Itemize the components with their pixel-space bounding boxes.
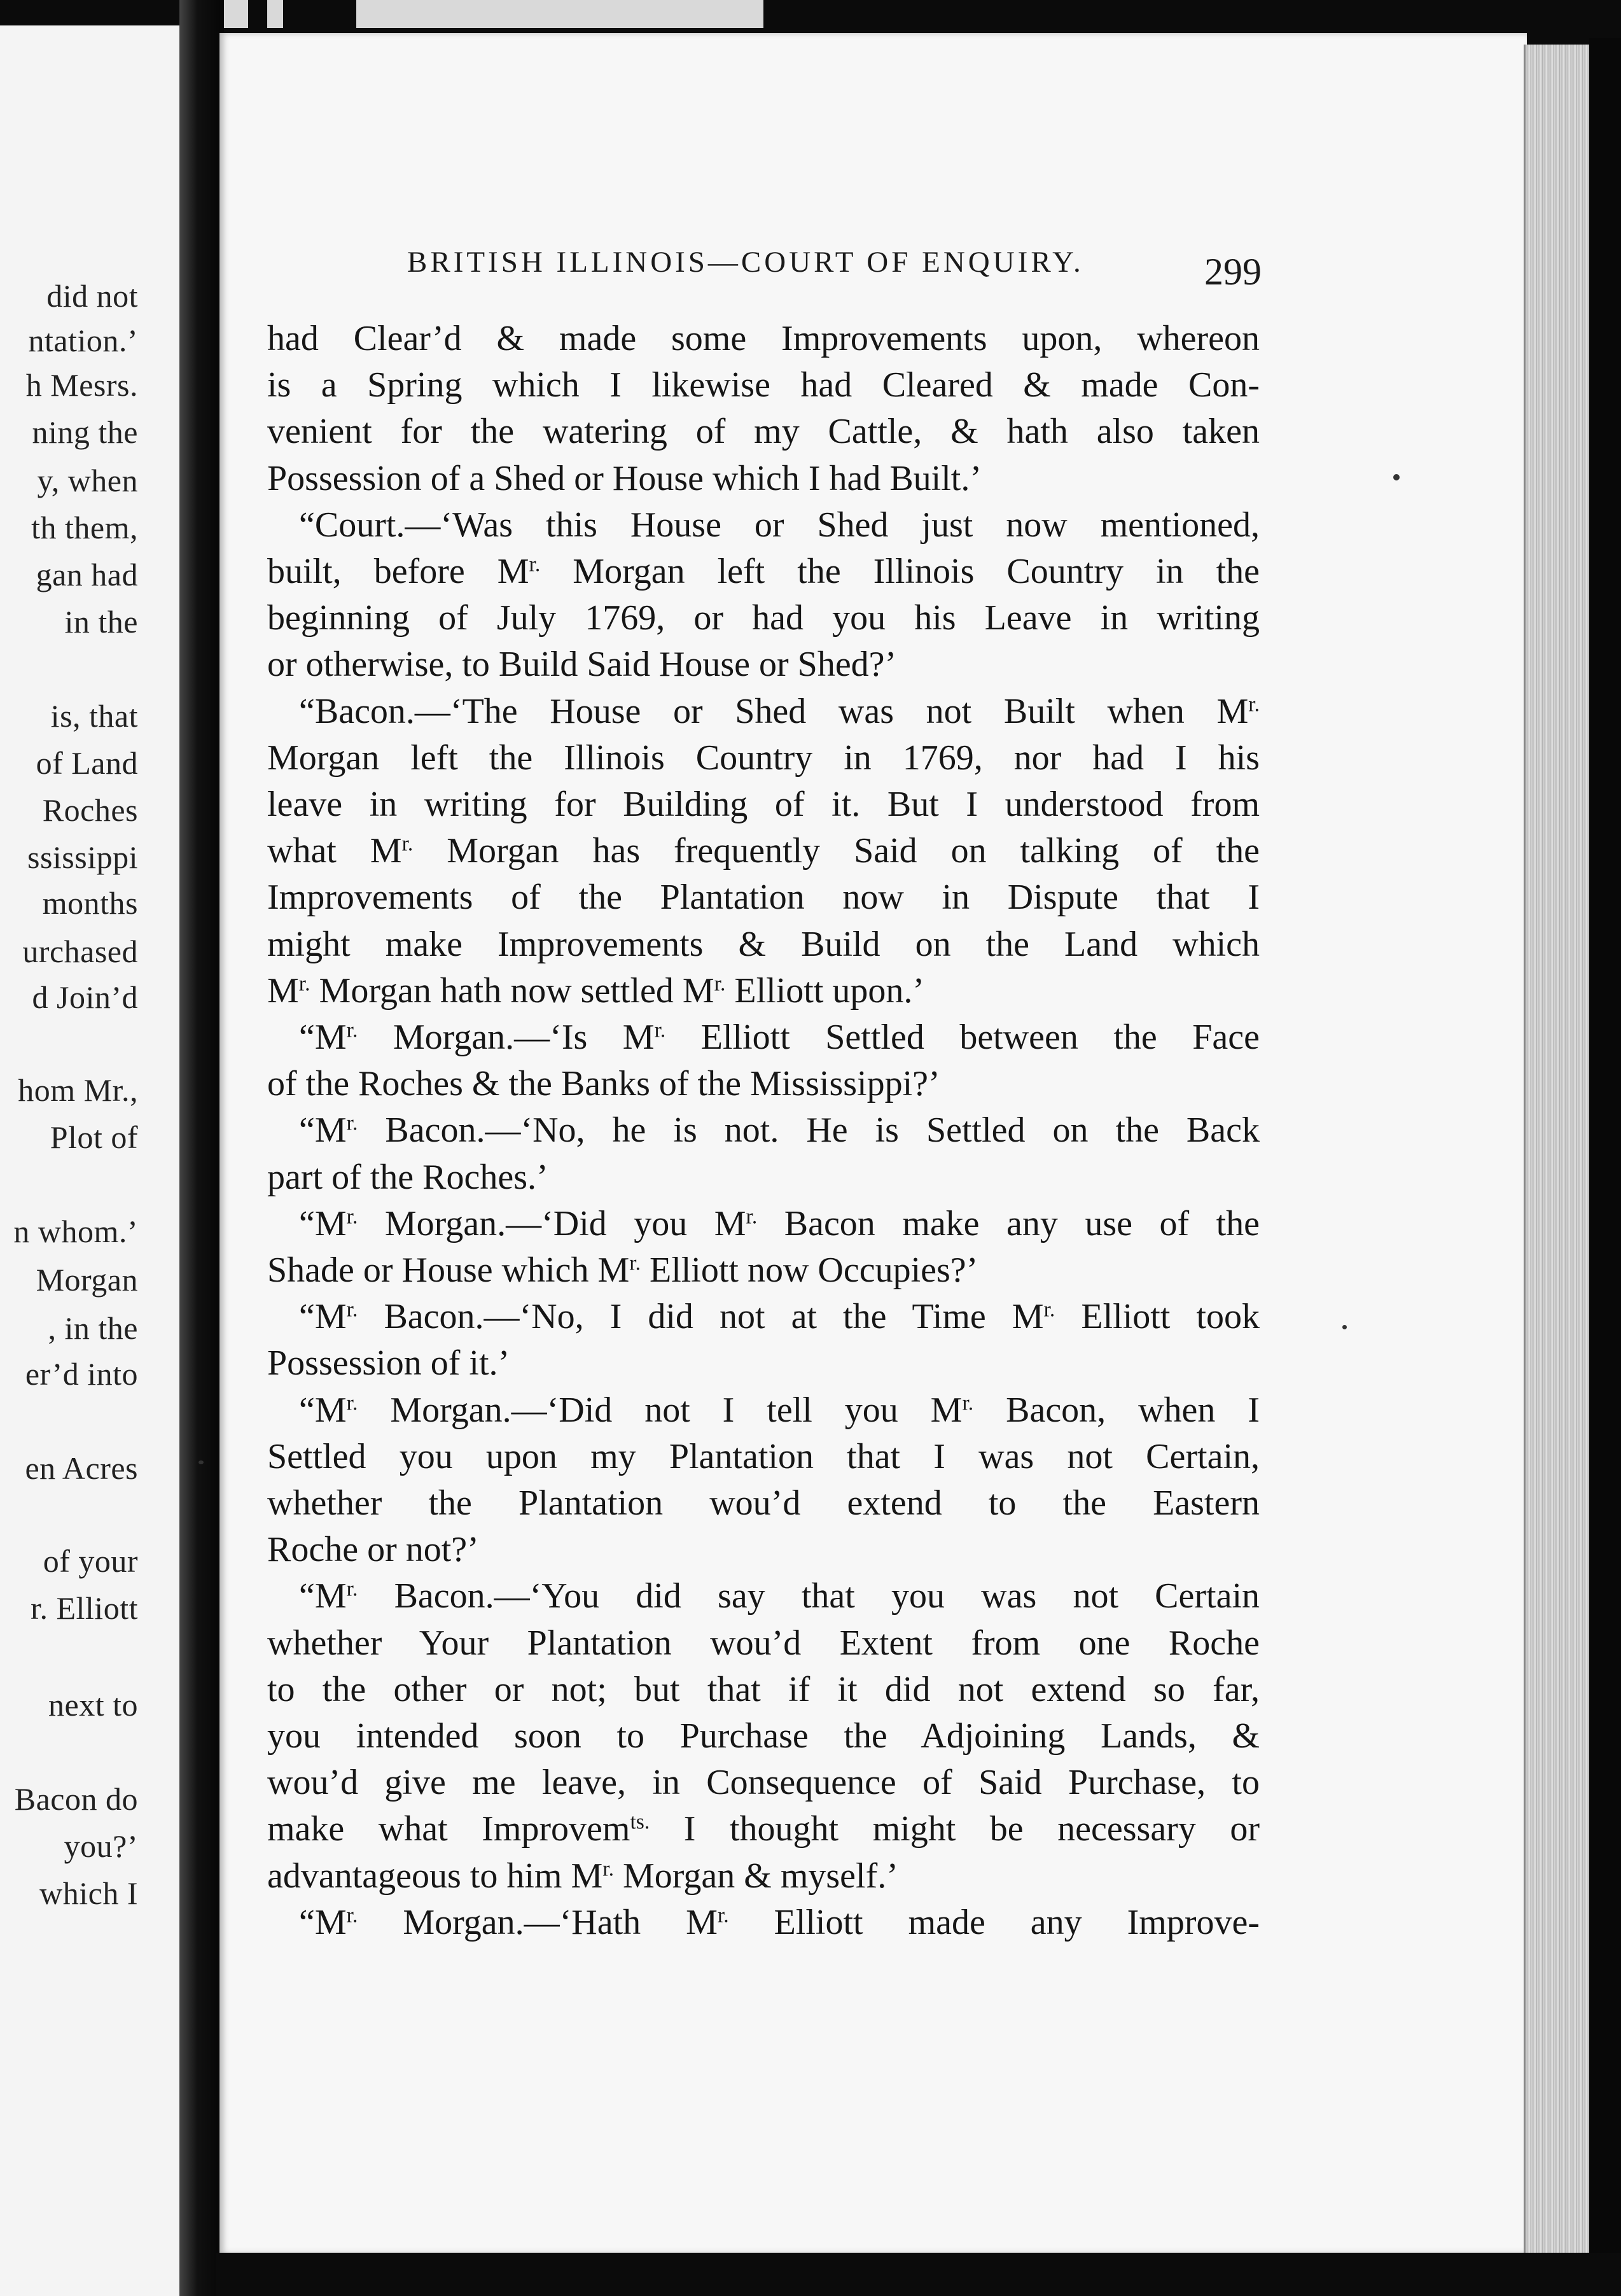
left-page-line: next to bbox=[48, 1687, 138, 1723]
left-page-line: Roches bbox=[42, 792, 138, 828]
body-line: “$M^{r.}$ Morgan.—‘Hath $M^{r.}$ Elliott made any Improve- bbox=[299, 1902, 1260, 1942]
top-fleck bbox=[267, 0, 283, 28]
left-page-line: did not bbox=[46, 278, 138, 314]
left-page-line: y, when bbox=[37, 463, 138, 498]
left-page-line: gan had bbox=[36, 557, 138, 592]
body-line: wou’d give me leave, in Consequence of Said Purchase, to bbox=[267, 1763, 1260, 1803]
left-page-line: h Mesrs. bbox=[25, 367, 138, 403]
body-line: to the other or not; but that if it did not extend so far, bbox=[267, 1669, 1260, 1709]
left-facing-page bbox=[0, 25, 181, 2296]
body-line: part of the Roches.’ bbox=[267, 1157, 548, 1197]
body-line: Morgan left the Illinois Country in 1769, nor had I his bbox=[267, 738, 1260, 778]
body-line: “$M^{r.}$ Morgan.—‘Did you $M^{r.}$ Bacon make any use of the bbox=[299, 1203, 1260, 1243]
left-page-line: , in the bbox=[48, 1310, 138, 1346]
body-line: “Bacon.—‘The House or Shed was not Built when $M^{r.}$ bbox=[299, 691, 1260, 731]
body-line: “$M^{r.}$ Morgan.—‘Did not I tell you $M^{r.}$ Bacon, when I bbox=[299, 1390, 1260, 1430]
left-page-line: n whom.’ bbox=[13, 1214, 138, 1249]
running-head: BRITISH ILLINOIS—COURT OF ENQUIRY. bbox=[407, 246, 1084, 279]
left-page-line: th them, bbox=[31, 510, 138, 545]
body-line: $M^{r.}$ Morgan hath now settled $M^{r.}$ Elliott upon.’ bbox=[267, 970, 925, 1011]
body-line: “$M^{r.}$ Bacon.—‘You did say that you was not Certain bbox=[299, 1576, 1260, 1616]
body-line: had Clear’d & made some Improvements upon, whereon bbox=[267, 319, 1260, 358]
body-line: or otherwise, to Build Said House or Shed?’ bbox=[267, 645, 897, 685]
speck bbox=[1342, 1325, 1347, 1329]
body-line: Shade or House which $M^{r.}$ Elliott now Occupies?’ bbox=[267, 1250, 978, 1290]
body-line: “Court.—‘Was this House or Shed just now mentioned, bbox=[299, 505, 1260, 545]
left-page-line: ntation.’ bbox=[28, 323, 138, 358]
left-page-line: of Land bbox=[36, 745, 138, 781]
body-line: of the Roches & the Banks of the Mississippi?’ bbox=[267, 1064, 940, 1104]
speck bbox=[1393, 474, 1400, 480]
body-line: Improvements of the Plantation now in Dispute that I bbox=[267, 878, 1260, 918]
left-page-line: is, that bbox=[50, 698, 138, 734]
left-page-line: of your bbox=[43, 1543, 138, 1579]
body-line: might make Improvements & Build on the Land which bbox=[267, 924, 1260, 964]
body-line: beginning of July 1769, or had you his Leave in writing bbox=[267, 598, 1260, 638]
page-edge-stack bbox=[1524, 45, 1592, 2253]
top-fleck bbox=[356, 0, 763, 28]
left-page-line: urchased bbox=[22, 934, 138, 969]
left-page-line: in the bbox=[64, 604, 138, 640]
left-page-line: d Join’d bbox=[32, 979, 138, 1015]
left-page-line: ning the bbox=[32, 414, 138, 450]
body-line: you intended soon to Purchase the Adjoining Lands, & bbox=[267, 1716, 1260, 1756]
body-line: “$M^{r.}$ Morgan.—‘Is $M^{r.}$ Elliott Settled between the Face bbox=[299, 1018, 1260, 1057]
body-line: make what Improvem$^{ts.}$ I thought might be necessary or bbox=[267, 1809, 1260, 1849]
left-page-line: r. Elliott bbox=[31, 1590, 138, 1626]
left-page-text bbox=[0, 25, 181, 2296]
left-page-line: you?’ bbox=[64, 1828, 138, 1864]
body-line: whether the Plantation wou’d extend to the Eastern bbox=[267, 1483, 1260, 1523]
left-page-line: Morgan bbox=[36, 1262, 138, 1298]
page-number: 299 bbox=[1204, 251, 1262, 293]
body-line: venient for the watering of my Cattle, & hath also taken bbox=[267, 412, 1260, 452]
left-page-line: Plot of bbox=[50, 1119, 138, 1155]
left-page-line: months bbox=[42, 885, 138, 921]
body-line: built, before $M^{r.}$ Morgan left the Illinois Country in the bbox=[267, 552, 1260, 591]
speck bbox=[198, 1460, 204, 1464]
left-page-line: which I bbox=[39, 1875, 138, 1911]
body-line: “$M^{r.}$ Bacon.—‘No, I did not at the Time $M^{r.}$ Elliott took bbox=[299, 1297, 1260, 1337]
left-page-line: ssissippi bbox=[27, 839, 138, 875]
body-line: Possession of a Shed or House which I had Built.’ bbox=[267, 458, 982, 498]
body-line: whether Your Plantation wou’d Extent from one Roche bbox=[267, 1623, 1260, 1663]
body-line: “$M^{r.}$ Bacon.—‘No, he is not. He is Settled on the Back bbox=[299, 1110, 1260, 1151]
body-line: Roche or not?’ bbox=[267, 1530, 479, 1570]
body-line: Possession of it.’ bbox=[267, 1343, 510, 1383]
left-page-line: hom Mr., bbox=[18, 1072, 138, 1108]
book-gutter bbox=[179, 0, 224, 2296]
body-line: what $M^{r.}$ Morgan has frequently Said on talking of the bbox=[267, 831, 1260, 871]
right-border bbox=[1589, 38, 1621, 2296]
body-line: is a Spring which I likewise had Cleared & made Con- bbox=[267, 365, 1260, 405]
body-line: leave in writing for Building of it. But I understood from bbox=[267, 785, 1260, 824]
left-page-line: Bacon do bbox=[14, 1781, 138, 1817]
left-page-line: en Acres bbox=[25, 1450, 138, 1486]
body-line: advantageous to him $M^{r.}$ Morgan & myself.’ bbox=[267, 1856, 898, 1896]
bottom-border bbox=[216, 2253, 1621, 2296]
left-page-line: er’d into bbox=[25, 1356, 138, 1392]
body-line: Settled you upon my Plantation that I was not Certain, bbox=[267, 1436, 1260, 1476]
